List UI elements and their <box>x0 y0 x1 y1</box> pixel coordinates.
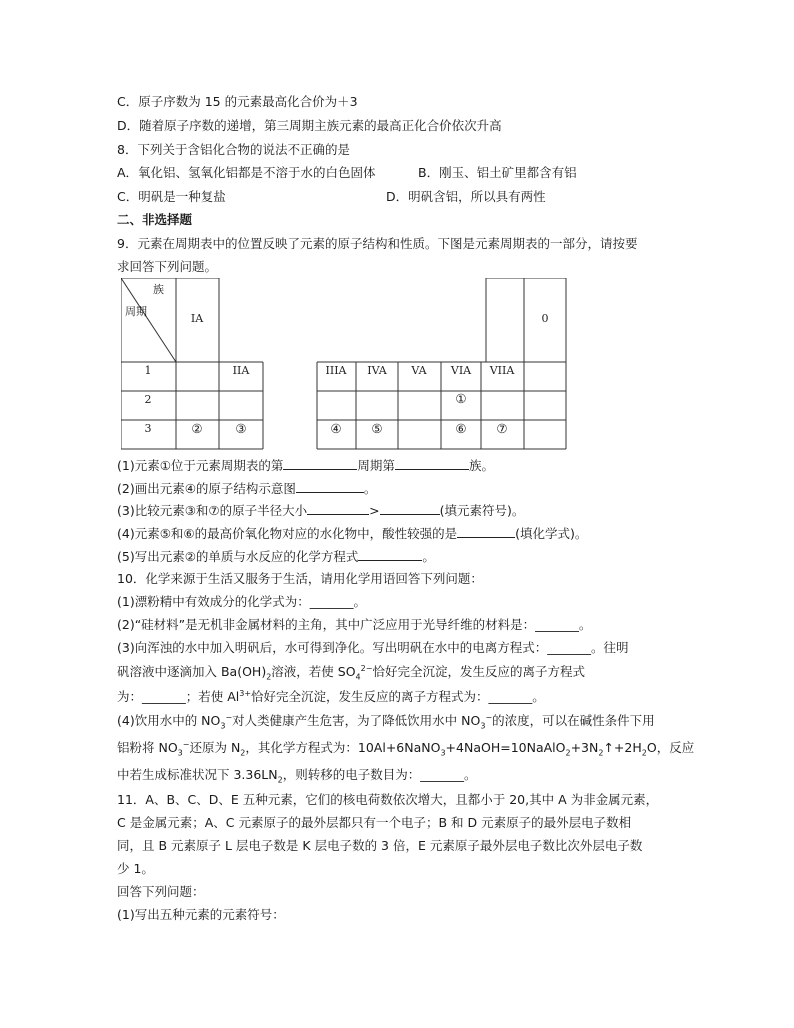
period-3-label: 3 <box>144 422 152 435</box>
text-segment: 矾溶液中逐滴加入 Ba(OH) <box>117 664 267 679</box>
period-2-label: 2 <box>144 393 152 406</box>
q10-sub3-line1: (3)向浑浊的水中加入明矾后，水可得到净化。写出明矾在水中的电离方程式：_______。往明 <box>117 640 629 655</box>
q9-sub5 <box>117 548 435 565</box>
answer-blank[interactable] <box>358 548 422 561</box>
q9-stem-line1: 9．元素在周期表中的位置反映了元素的原子结构和性质。下图是元素周期表的一部分，请按要 <box>117 236 638 251</box>
subscript: 2 <box>565 748 571 758</box>
text-segment: O，反应 <box>646 740 695 755</box>
q9-sub4-text-b: (填化学式)。 <box>515 526 588 541</box>
q8-stem: 8．下列关于含铝化合物的说法不正确的是 <box>117 142 350 157</box>
text-segment: 铝粉将 NO <box>117 740 178 755</box>
text-segment: +4NaOH=10NaAlO <box>445 740 566 755</box>
answer-blank[interactable] <box>296 480 364 493</box>
group-via-label: VIA <box>450 364 472 377</box>
q7-option-c: C．原子序数为 15 的元素最高化合价为＋3 <box>117 94 358 109</box>
text-segment: 恰好完全沉淀，发生反应的离子方程式 <box>372 664 585 679</box>
q10-sub4-line2 <box>117 740 694 756</box>
element-4: ④ <box>330 421 342 436</box>
q9-sub3-text-b: > <box>369 503 380 518</box>
text-segment: ，则转移的电子数目为：_______。 <box>282 767 477 782</box>
text-segment: 的浓度，可以在碱性条件下用 <box>492 713 655 728</box>
superscript: − <box>225 712 233 722</box>
q10-sub4-line3 <box>117 767 476 783</box>
q8-option-d: D．明矾含铝，所以具有两性 <box>386 189 546 204</box>
answer-blank[interactable] <box>380 502 440 515</box>
element-6: ⑥ <box>455 421 467 436</box>
q9-sub2-text-b: 。 <box>363 481 377 496</box>
text-segment: ，其化学方程式为：10Al+6NaNO <box>245 740 441 755</box>
q11-answer-prompt: 回答下列问题： <box>117 884 205 899</box>
element-7: ⑦ <box>496 421 508 436</box>
group-va-label: VA <box>411 364 427 377</box>
text-segment: 中若生成标准状况下 3.36LN <box>117 767 278 782</box>
q10-sub3-line2 <box>117 664 585 680</box>
q10-stem: 10．化学来源于生活又服务于生活，请用化学用语回答下列问题： <box>117 571 483 586</box>
element-2: ② <box>191 421 203 436</box>
group-iia-label: IIA <box>232 364 250 377</box>
subscript: 2 <box>266 672 272 682</box>
subscript: 2 <box>240 748 246 758</box>
q9-sub1-text-a: (1)元素①位于元素周期表的第 <box>117 458 284 473</box>
subscript: 2 <box>598 748 604 758</box>
superscript: − <box>182 739 190 749</box>
q9-sub3 <box>117 502 524 519</box>
q10-sub3-line3 <box>117 689 545 705</box>
q9-sub5-text-a: (5)写出元素②的单质与水反应的化学方程式 <box>117 549 359 564</box>
q9-sub4-text-a: (4)元素⑤和⑥的最高价氧化物对应的水化物中，酸性较强的是 <box>117 526 458 541</box>
subscript: 4 <box>355 672 361 682</box>
q9-sub3-text-c: (填元素符号)。 <box>439 503 525 518</box>
group-iiia-label: IIIA <box>325 364 347 377</box>
text-segment: 恰好完全沉淀，发生反应的离子方程式为：_______。 <box>251 689 545 704</box>
q9-sub5-text-b: 。 <box>422 549 435 564</box>
periodic-table <box>121 278 569 450</box>
text-segment: 还原为 N <box>189 740 241 755</box>
subscript: 3 <box>480 721 486 731</box>
q8-option-b: B．刚玉、铝土矿里都含有铝 <box>418 165 577 180</box>
text-segment: 溶液，若使 SO <box>271 664 356 679</box>
subscript: 3 <box>440 748 446 758</box>
subscript: 3 <box>220 721 226 731</box>
element-3: ③ <box>235 421 247 436</box>
answer-blank[interactable] <box>307 502 369 515</box>
corner-period-label: 周期 <box>125 305 147 318</box>
answer-blank[interactable] <box>283 457 357 470</box>
group-viia-label: VIIA <box>489 364 515 377</box>
subscript: 2 <box>641 748 647 758</box>
text-segment: (4)饮用水中的 NO <box>117 713 221 728</box>
q9-stem-line2: 求回答下列问题。 <box>117 259 218 274</box>
q11-line2: C 是金属元素；A、C 元素原子的最外层都只有一个电子；B 和 D 元素原子的最外层电子数相 <box>117 815 632 830</box>
q11-line4: 少 1。 <box>117 861 154 876</box>
answer-blank[interactable] <box>395 457 469 470</box>
q11-line1: 11．A、B、C、D、E 五种元素，它们的核电荷数依次增大，且都小于 20,其中 A 为非金属元素， <box>117 792 659 807</box>
subscript: 3 <box>177 748 183 758</box>
subscript: 2 <box>277 775 283 785</box>
superscript: − <box>485 712 493 722</box>
q9-sub1-text-b: 周期第 <box>357 458 395 473</box>
q9-sub2-text-a: (2)画出元素④的原子结构示意图 <box>117 481 296 496</box>
text-segment: ↑+2H <box>603 740 642 755</box>
group-0-label: 0 <box>541 312 549 325</box>
section-heading: 二、非选择题 <box>117 212 193 227</box>
period-1-label: 1 <box>144 364 152 377</box>
element-5: ⑤ <box>371 421 383 436</box>
q7-option-d: D．随着原子序数的递增，第三周期主族元素的最高正化合价依次升高 <box>117 118 502 133</box>
superscript: 2− <box>360 663 373 673</box>
corner-group-label: 族 <box>153 283 164 296</box>
text-segment: 对人类健康产生危害，为了降低饮用水中 NO <box>232 713 481 728</box>
q11-line3: 同，且 B 元素原子 L 层电子数是 K 层电子数的 3 倍，E 元素原子最外层电子数比次外层电子数 <box>117 838 643 853</box>
q10-sub1: (1)漂粉精中有效成分的化学式为：_______。 <box>117 594 366 609</box>
q9-sub2 <box>117 480 376 497</box>
text-segment: 为：_______；若使 Al <box>117 689 240 704</box>
text-segment: +3N <box>570 740 599 755</box>
answer-blank[interactable] <box>457 525 515 538</box>
group-iva-label: IVA <box>367 364 387 377</box>
q10-sub2: (2)“硅材料”是无机非金属材料的主角，其中广泛应用于光导纤维的材料是：_______。 <box>117 617 592 632</box>
q9-sub1 <box>117 457 494 474</box>
q10-sub4-line1 <box>117 713 655 729</box>
element-1: ① <box>455 391 467 406</box>
superscript: 3+ <box>239 688 252 698</box>
q11-sub1: (1)写出五种元素的元素符号： <box>117 907 285 922</box>
q9-sub1-text-c: 族。 <box>468 458 494 473</box>
q8-option-c: C．明矾是一种复盐 <box>117 189 226 204</box>
q9-sub3-text-a: (3)比较元素③和⑦的原子半径大小 <box>117 503 308 518</box>
q8-option-a: A．氧化铝、氢氧化铝都是不溶于水的白色固体 <box>117 165 376 180</box>
group-ia-label: IA <box>190 312 204 325</box>
q9-sub4 <box>117 525 587 542</box>
